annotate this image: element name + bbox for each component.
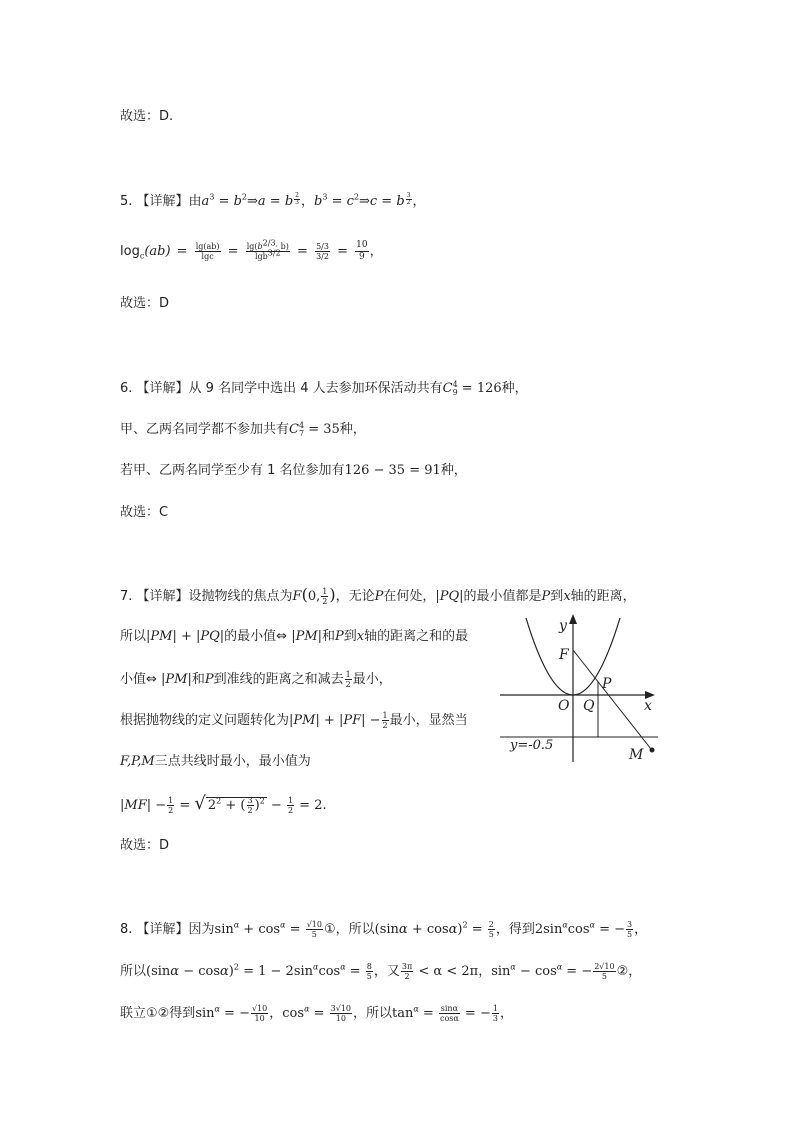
answer-line: 故选：D. xyxy=(120,109,174,124)
p5-frac1: $\frac{\lg(ab)}{\lg c}$ xyxy=(195,242,220,261)
p8-line2: 所以$(\sin\alpha - \cos\alpha)^2 = 1 - 2\sin^\alpha\cos^\alpha$ = $\frac{8}{5}$ ，又 $\frac{3\pi}{2}$ < α < 2π，$\sin^\alpha - \cos^\alpha$ = − $\frac{2√10}{5}$ ②， xyxy=(120,962,642,981)
p8-line3: 联立①②得到$\sin^\alpha$ = − $\frac{√10}{10}$ ，$\cos^\alpha$ = $\frac{3√10}{10}$ ，所以$\tan^\alpha$ = $\frac{\sin\alpha}{\cos\alpha}$ = − $\frac{1}{3}$ ， xyxy=(120,1004,513,1023)
p6-line2: 甲、乙两名同学都不参加共有C 4 7 = 35种， xyxy=(120,420,366,438)
p5-line1: 5. 【详解】由$a^3$ = $b^2\Rightarrow a = b$ $^{\frac{2}{3}}$ ，$b^3$ = $c^2\Rightarrow c = b$ $^{\frac{3}{2}}$ ， xyxy=(120,191,426,209)
label-m: M xyxy=(629,747,644,763)
label-o: O xyxy=(558,698,570,714)
p7-line6: |MF| − $\frac{1}{2}$ = √ $2^2$ + ( $\frac{3}{2}$ )$^2$ − $\frac{1}{2}$ = 2. xyxy=(120,793,327,815)
p8-line1: 8. 【详解】因为$\sin^\alpha + \cos^\alpha$ = $\frac{√10}{5}$ ①，所以$(\sin\alpha + \cos\alpha)^2$ = $\frac{2}{5}$ ，得到$2\sin^\alpha\cos^\alpha$ = − $\frac{3}{5}$ ， xyxy=(120,920,648,939)
y-axis-arrow xyxy=(569,614,577,624)
p6-line1: 6. 【详解】从 9 名同学中选出 4 人去参加环保活动共有C 4 9 = 126种， xyxy=(120,379,528,397)
p7-line2: 所以|PM| + |PQ|的最小值⇔ |PM|和P到x轴的距离之和的最 xyxy=(120,629,469,644)
p7-line1: 7. 【详解】设抛物线的焦点为F(0, $\frac{1}{2}$ )，无论P在何处，|PQ|的最小值都是P到x轴的距离， xyxy=(120,585,636,606)
p5-line2: $\log_c(ab)$ = $\frac{\lg(ab)}{\lg c}$ = $\frac{\lg(b^{2/3}\cdot b)}{\lg b^{3/2}}$ = $\frac{5/3}{3/2}$ = $\frac{10}{9}$ ， xyxy=(120,238,383,262)
point-m xyxy=(650,748,655,753)
label-f: F xyxy=(559,647,569,663)
p7-line5: F,P,M三点共线时最小，最小值为 xyxy=(120,754,311,769)
p7-answer: 故选：D xyxy=(120,838,170,853)
parabola-figure xyxy=(496,612,661,767)
p5-frac2: $\frac{\lg(b^{2/3}\cdot b)}{\lg b^{3/2}}$ xyxy=(246,238,289,261)
p6-answer: 故选：C xyxy=(120,505,169,520)
p7-line3: 小值⇔ |PM|和P到准线的距离之和减去 $\frac{1}{2}$ 最小， xyxy=(120,670,392,689)
label-p: P xyxy=(602,676,612,692)
p5-answer: 故选：D xyxy=(120,296,170,311)
p5-frac3: $\frac{5/3}{3/2}$ xyxy=(316,242,329,261)
p5-frac4: $\frac{10}{9}$ xyxy=(356,240,368,262)
p6-line3: 若甲、乙两名同学至少有 1 名位参加有126 − 35 = 91种， xyxy=(120,463,467,478)
label-x: x xyxy=(644,698,652,714)
p7-line4: 根据抛物线的定义问题转化为|PM| + |PF| − $\frac{1}{2}$ 最小，显然当 xyxy=(120,711,468,730)
label-y: y xyxy=(559,618,567,634)
label-directrix: y=-0.5 xyxy=(510,738,554,753)
label-q: Q xyxy=(583,698,595,714)
